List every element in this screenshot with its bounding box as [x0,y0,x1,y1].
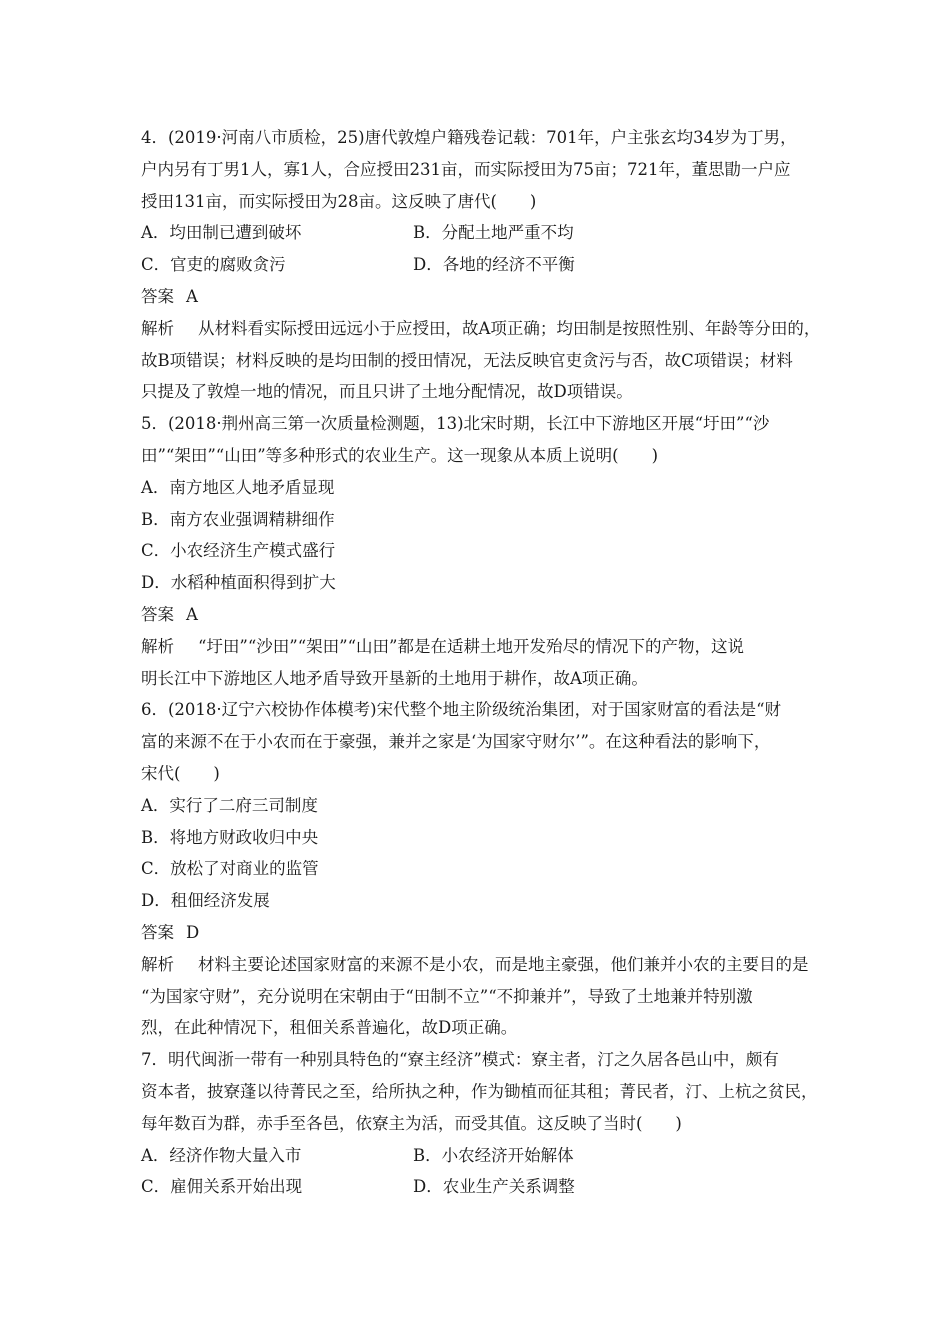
document-content [141,122,821,1203]
analysis-label: 解析 [141,636,174,656]
option-d: D．各地的经济不平衡 [413,255,575,275]
option-row [141,1171,821,1203]
option-d: D．农业生产关系调整 [413,1177,575,1197]
question-stem-line: 宋代( ) [141,763,220,783]
question-7 [141,1044,821,1203]
option-a: A．经济作物大量入市 [141,1145,302,1165]
option-a: A．均田制已遭到破坏 [141,223,302,243]
option-row [141,217,821,249]
option-b: B．分配土地严重不均 [413,223,574,243]
question-stem-line: 授田131亩，而实际授田为28亩。这反映了唐代( ) [141,191,537,211]
analysis-line: “为国家守财”，充分说明在宋朝由于“田制不立”“不抑兼并”，导致了土地兼并特别激 [141,986,753,1006]
answer-label: 答案 [141,604,174,624]
question-stem-line: 田”“架田”“山田”等多种形式的农业生产。这一现象从本质上说明( ) [141,445,659,465]
question-6 [141,694,821,1044]
option-c: C．小农经济生产模式盛行 [141,541,336,561]
option-d: D．水稻种植面积得到扩大 [141,573,336,593]
option-c: C．官吏的腐败贪污 [141,255,286,275]
analysis-line [141,631,821,663]
answer-line [141,599,821,631]
question-5 [141,408,821,694]
analysis-line [141,313,821,345]
question-stem-line: 户内另有丁男1人，寡1人，合应授田231亩，而实际授田为75亩；721年，董思勖一户应 [141,159,791,179]
option-c: C．放松了对商业的监管 [141,859,319,879]
analysis-line [141,949,821,981]
option-b: B．南方农业强调精耕细作 [141,509,335,529]
option-row [141,1140,821,1172]
analysis-text: 材料主要论述国家财富的来源不是小农，而是地主豪强，他们兼并小农的主要目的是 [198,954,809,974]
analysis-text: “圩田”“沙田”“架田”“山田”都是在适耕土地开发殆尽的情况下的产物，这说 [198,636,744,656]
answer-line [141,281,821,313]
option-b: B．将地方财政收归中央 [141,827,319,847]
answer-value: A [186,604,198,624]
question-stem-line: 资本者，披寮蓬以待菁民之至，给所执之种，作为锄植而征其租；菁民者，汀、上杭之贫民， [141,1081,818,1101]
analysis-line: 只提及了敦煌一地的情况，而且只讲了土地分配情况，故D项错误。 [141,382,633,402]
analysis-line: 明长江中下游地区人地矛盾导致开垦新的土地用于耕作，故A项正确。 [141,668,648,688]
option-d: D．租佃经济发展 [141,891,270,911]
analysis-text: 从材料看实际授田远远小于应授田，故A项正确；均田制是按照性别、年龄等分田的， [198,318,821,338]
question-stem-line: 每年数百为群，赤手至各邑，依寮主为活，而受其值。这反映了当时( ) [141,1113,682,1133]
option-c: C．雇佣关系开始出现 [141,1177,303,1197]
answer-label: 答案 [141,286,174,306]
option-a: A．实行了二府三司制度 [141,795,318,815]
analysis-label: 解析 [141,954,174,974]
option-b: B．小农经济开始解体 [413,1145,574,1165]
option-a: A．南方地区人地矛盾显现 [141,477,335,497]
answer-value: D [186,922,200,942]
option-row [141,249,821,281]
question-stem-line: 富的来源不在于小农而在于豪强，兼并之家是‘为国家守财尔’”。在这种看法的影响下， [141,732,771,752]
answer-line [141,917,821,949]
question-stem-line: 4．(2019·河南八市质检，25)唐代敦煌户籍残卷记载：701年，户主张玄均34岁为丁男， [141,128,797,147]
answer-value: A [186,286,198,306]
analysis-line: 烈，在此种情况下，租佃关系普遍化，故D项正确。 [141,1018,518,1038]
analysis-line: 故B项错误；材料反映的是均田制的授田情况，无法反映官吏贪污与否，故C项错误；材料 [141,350,793,370]
question-stem-line: 5．(2018·荆州高三第一次质量检测题，13)北宋时期，长江中下游地区开展“圩田”“沙 [141,414,770,434]
question-stem-line: 6．(2018·辽宁六校协作体模考)宋代整个地主阶级统治集团，对于国家财富的看法是“财 [141,700,782,720]
analysis-label: 解析 [141,318,174,338]
question-stem-line: 7．明代闽浙一带有一种别具特色的“寮主经济”模式：寮主者，汀之久居各邑山中，颇有 [141,1050,779,1070]
question-4 [141,122,821,408]
answer-label: 答案 [141,922,174,942]
